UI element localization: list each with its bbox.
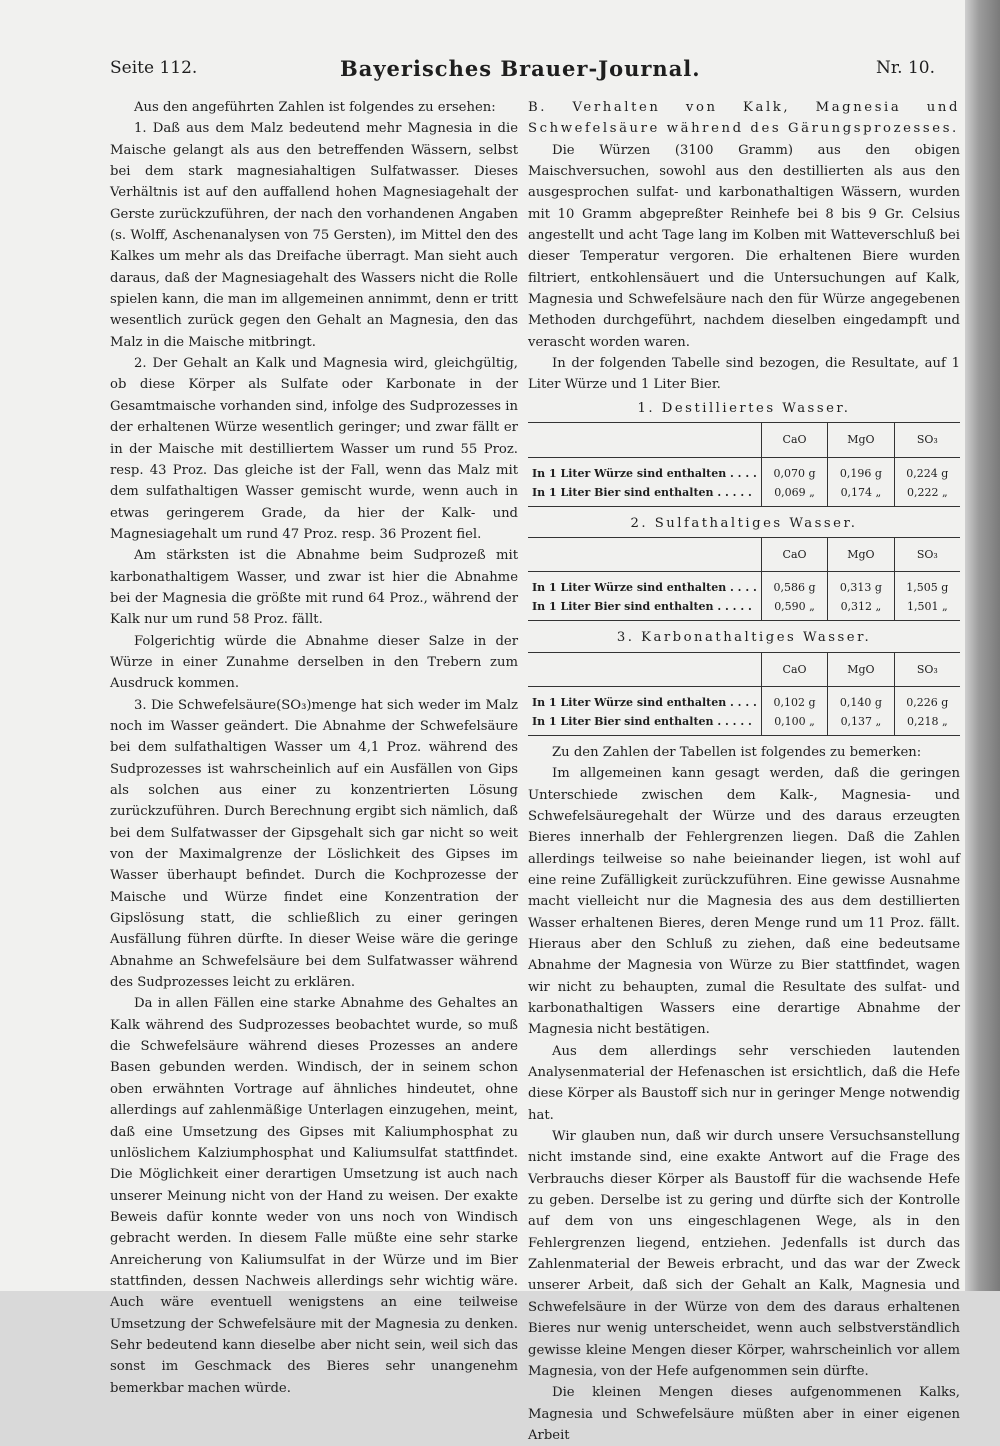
row-label: In 1 Liter Bier sind enthalten . . . . . (532, 714, 752, 728)
paragraph: Zu den Zahlen der Tabellen ist folgendes zu bemerken: (552, 744, 922, 760)
page-header (110, 58, 935, 84)
paragraph: Da in allen Fällen eine starke Abnahme des Gehaltes an Kalk während des Sudprozesses beobachtet wurde, so muß die Schwefelsäure während dieses Prozesses an andere Basen gebunden werden. Windisch, der in seinem schon oben erwähnten Vortrage auf ähnliches hindeutet, ohne allerdings auf zahlenmäßige Unterlagen einzugehen, meint, daß eine Umsetzung des Gipses mit Kaliumphosphat zu unlöslichem Kalziumphosphat und Kaliumsulfat stattfindet. Die Möglichkeit einer derartigen Umsetzung ist auch nach unserer Meinung nicht von der Hand zu weisen. Der exakte Beweis dafür konnte weder von uns noch von Windisch gebracht werden. In diesem Falle müßte eine sehr starke Anreicherung von Kaliumsulfat in der Würze und im Bier stattfinden, dessen Nachweis allerdings sehr wichtig wäre. Auch wäre eventuell wenigstens an eine teilweise Umsetzung der Schwefelsäure mit der Magnesia zu denken. Sehr bedeutend kann dieselbe aber nicht sein, weil sich das sonst im Geschmack des Bieres sehr unangenehm bemerkbar machen würde. (110, 996, 518, 1396)
table-cell: 0,218 „ (894, 712, 960, 736)
paragraph: Im allgemeinen kann gesagt werden, daß die geringen Unterschiede zwischen dem Kalk-, Magnesia- und Schwefelsäuregehalt der Würze und des daraus erzeugten Bieres innerhalb der Fehlergrenzen liegen. Daß die Zahlen allerdings teilweise so nahe beieinander liegen, ist wohl auf eine reine Zufälligkeit zurückzuführen. Eine gewisse Ausnahme macht vielleicht nur die Magnesia des aus dem destillierten Wasser erhaltenen Bieres, deren Menge rund um 11 Proz. fällt. Hieraus aber den Schluß zu ziehen, daß eine bedeutsame Abnahme der Magnesia von Würze zu Bier stattfindet, wagen wir nicht zu behaupten, zumal die Resultate des sulfat- und karbonathaltigen Wassers eine derartige Abnahme der Magnesia nicht bestätigen. (528, 766, 960, 1038)
row-label: In 1 Liter Bier sind enthalten . . . . . (532, 600, 752, 614)
table-cell: 0,174 „ (828, 483, 894, 507)
table-cell: 0,137 „ (828, 712, 894, 736)
table-title-sulfate: 2. Sulfathaltiges Wasser. (630, 515, 858, 531)
table-cell: 0,140 g (828, 686, 894, 712)
paragraph: In der folgenden Tabelle sind bezogen, die Resultate, auf 1 Liter Würze und 1 Liter Bier. (528, 356, 960, 393)
column-header: SO₃ (894, 423, 960, 457)
paragraph: Die kleinen Mengen dieses aufgenommenen Kalks, Magnesia und Schwefelsäure müßten aber in einer eigenen Arbeit (528, 1385, 960, 1443)
table-cell: 1,505 g (894, 572, 960, 598)
table-cell: 0,070 g (761, 457, 827, 483)
paragraph: 1. Daß aus dem Malz bedeutend mehr Magnesia in die Maische gelangt als aus den betreffenden Wässern, selbst bei dem stark magnesiahaltigen Sulfatwasser. Dieses Verhältnis ist auf den auffallend hohen Magnesiagehalt der Gerste zurückzuführen, der nach den vorhandenen Angaben (s. Wolff, Aschenanalysen von 75 Gersten), im Mittel den des Kalkes um mehr als das Dreifache überragt. Man sieht auch daraus, daß der Magnesiagehalt des Wassers nicht die Rolle spielen kann, die man im allgemeinen annimmt, denn er tritt wesentlich zurück gegen den Gehalt an Magnesia, den das Malz in die Maische mitbringt. (110, 121, 518, 350)
issue-number: Nr. 10. (876, 58, 935, 78)
journal-title: Bayerisches Brauer-Journal. (340, 56, 701, 81)
column-header: CaO (761, 652, 827, 686)
paragraph: 3. Die Schwefelsäure(SO₃)menge hat sich weder im Malz noch im Wasser geändert. Die Abnahme der Schwefelsäure bei dem sulfathaltigen Wasser um 4,1 Proz. während des Sudprozesses ist wahrscheinlich auf ein Ausfällen von Gips als solchen aus einer zu konzentrierten Lösung zurückzuführen. Durch Berechnung ergibt sich nämlich, daß bei dem Sulfatwasser der Gipsgehalt sich gar nicht so weit von der Maximalgrenze der Löslichkeit des Gipses im Wasser überhaupt befindet. Durch die Kochprozesse der Maische und Würze findet eine Konzentration der Gipslösung statt, die schließlich zu einer geringen Ausfällung führen dürfte. In dieser Weise wäre die geringe Abnahme an Schwefelsäure bei dem Sulfatwasser während des Sudprozesses leicht zu erklären. (110, 697, 518, 991)
table-row (528, 686, 960, 712)
paragraph: Aus den angeführten Zahlen ist folgendes zu ersehen: (134, 100, 496, 115)
paragraph: Am stärksten ist die Abnahme beim Sudprozeß mit karbonathaltigem Wasser, und zwar ist hier die Abnahme bei der Magnesia die größte mit rund 64 Proz., während der Kalk nur um rund 58 Proz. fällt. (110, 548, 518, 628)
table-title-carbonate: 3. Karbonathaltiges Wasser. (616, 630, 872, 646)
row-label: In 1 Liter Würze sind enthalten . . . . (532, 581, 757, 595)
paragraph: Die Würzen (3100 Gramm) aus den obigen Maischversuchen, sowohl aus den destillierten als aus den ausgesprochen sulfat- und karbonathaltigen Wässern, wurden mit 10 Gramm abgepreßter Reinhefe bei 8 bis 9 Gr. Celsius angestellt und acht Tage lang im Kolben mit Watteverschluß bei dieser Temperatur vergoren. Die erhaltenen Biere wurden filtriert, entkohlensäuert und die Untersuchungen auf Kalk, Magnesia und Schwefelsäure nach den für Würze angegebenen Methoden durchgeführt, nachdem dieselben eingedampft und verascht worden waren. (528, 142, 960, 350)
page-number: Seite 112. (110, 58, 198, 78)
table-row (528, 483, 960, 507)
table-row (528, 712, 960, 736)
paragraph: 2. Der Gehalt an Kalk und Magnesia wird, gleichgültig, ob diese Körper als Sulfate oder Karbonate in der Gesamtmaische vorhanden sind, infolge des Sudprozesses in der erhaltenen Würze wesentlich geringer; und zwar fällt er in der Maische mit destilliertem Wasser um rund 55 Proz. resp. 43 Proz. Das gleiche ist der Fall, wenn das Malz mit dem sulfathaltigen Wasser gemischt wurde, wenn auch in etwas geringerem Grade, da hier der Kalk- und Magnesiagehalt um rund 47 Proz. resp. 36 Prozent fiel. (110, 356, 518, 542)
table-cell: 1,501 „ (894, 597, 960, 621)
paragraph: Aus dem allerdings sehr verschieden lautenden Analysenmaterial der Hefenaschen ist ersichtlich, daß die Hefe diese Körper als Baustoff sich nur in geringer Menge notwendig hat. (528, 1043, 960, 1123)
table-cell: 0,069 „ (761, 483, 827, 507)
column-header: CaO (761, 423, 827, 457)
table-title-distilled: 1. Destilliertes Wasser. (637, 400, 851, 416)
table-cell: 0,586 g (761, 572, 827, 598)
left-column (110, 97, 518, 1399)
row-label: In 1 Liter Würze sind enthalten . . . . (532, 695, 757, 709)
table-row (528, 457, 960, 483)
table-cell: 0,224 g (894, 457, 960, 483)
table-row (528, 597, 960, 621)
column-header: SO₃ (894, 537, 960, 571)
table-cell: 0,313 g (828, 572, 894, 598)
table-sulfate-water (528, 537, 960, 621)
paragraph: Wir glauben nun, daß wir durch unsere Versuchsanstellung nicht imstande sind, eine exakte Antwort auf die Frage des Verbrauchs dieser Körper als Baustoff für die wachsende Hefe zu geben. Derselbe ist zu gering und dürfte sich der Kontrolle auf dem von uns eingeschlagenen Wege, als in den Fehlergrenzen liegend, entziehen. Jedenfalls ist durch das Zahlenmaterial der Beweis erbracht, und das war der Zweck unserer Arbeit, daß sich der Gehalt an Kalk, Magnesia und Schwefelsäure in der Würze von dem des daraus erhaltenen Bieres nur wenig unterscheidet, wenn auch selbstverständlich gewisse kleine Mengen dieser Körper, wahrscheinlich vor allem Magnesia, von der Hefe aufgenommen sein dürfte. (528, 1129, 960, 1379)
row-label: In 1 Liter Würze sind enthalten . . . . (532, 466, 757, 480)
table-cell: 0,196 g (828, 457, 894, 483)
table-cell: 0,100 „ (761, 712, 827, 736)
binding-edge (965, 0, 1000, 1291)
table-distilled-water (528, 422, 960, 506)
table-cell: 0,590 „ (761, 597, 827, 621)
table-cell: 0,312 „ (828, 597, 894, 621)
table-cell: 0,222 „ (894, 483, 960, 507)
table-carbonate-water (528, 652, 960, 736)
column-header: MgO (828, 537, 894, 571)
table-cell: 0,226 g (894, 686, 960, 712)
column-header: SO₃ (894, 652, 960, 686)
paragraph: Folgerichtig würde die Abnahme dieser Salze in der Würze in einer Zunahme derselben in den Trebern zum Ausdruck kommen. (110, 633, 518, 692)
table-row (528, 572, 960, 598)
column-header: CaO (761, 537, 827, 571)
row-label: In 1 Liter Bier sind enthalten . . . . . (532, 485, 752, 499)
column-header: MgO (828, 652, 894, 686)
column-header: MgO (828, 423, 894, 457)
table-cell: 0,102 g (761, 686, 827, 712)
right-column (528, 97, 960, 1446)
section-heading: B. Verhalten von Kalk, Magnesia und Schwefelsäure während des Gärungsprozesses. (528, 100, 960, 137)
